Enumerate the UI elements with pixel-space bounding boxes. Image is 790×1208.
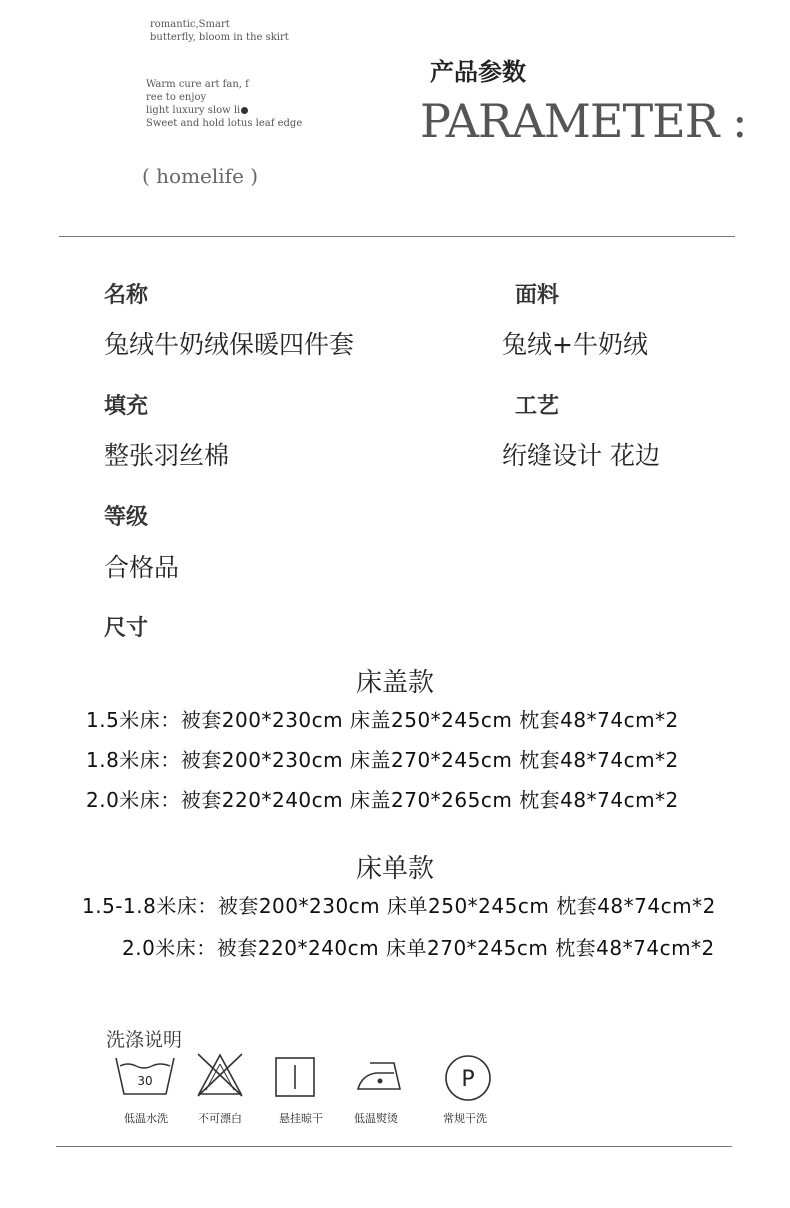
size-label: 尺寸	[104, 616, 149, 641]
tagline-line: butterfly, bloom in the skirt	[150, 32, 289, 43]
care-label: 悬挂晾干	[279, 1112, 323, 1125]
wash-30-icon	[114, 1054, 176, 1098]
bedspread-size-line: 2.0米床：被套220*240cm 床盖270*265cm 枕套48*74cm*2	[86, 788, 679, 812]
craft-value: 绗缝设计 花边	[502, 441, 660, 470]
poem-line: Warm cure art fan, f	[146, 79, 249, 90]
poem	[146, 78, 302, 130]
care-label: 低温水洗	[124, 1112, 168, 1125]
dry-clean-letter: P	[461, 1067, 475, 1092]
care-label: 低温熨烫	[354, 1112, 398, 1125]
tagline	[150, 18, 289, 44]
craft-label: 工艺	[515, 394, 560, 419]
care-label: 常规干洗	[443, 1112, 487, 1125]
bedsheet-size-line: 1.5-1.8米床：被套200*230cm 床单250*245cm 枕套48*74cm*2	[82, 894, 716, 918]
fabric-value: 兔绒+牛奶绒	[502, 330, 648, 359]
brand-name: ( homelife )	[142, 164, 259, 188]
no-bleach-icon	[196, 1052, 244, 1098]
page-title-cn: 产品参数	[430, 58, 526, 86]
bedspread-size-line: 1.5米床：被套200*230cm 床盖250*245cm 枕套48*74cm*2	[86, 708, 679, 732]
filling-label: 填充	[104, 394, 149, 419]
poem-line: ree to enjoy	[146, 92, 207, 103]
bedsheet-title: 床单款	[355, 854, 434, 884]
tagline-line: romantic,Smart	[150, 19, 230, 30]
care-title: 洗涤说明	[106, 1029, 183, 1051]
grade-label: 等级	[104, 505, 149, 530]
wash-temp-label: 30	[137, 1074, 153, 1088]
dry-clean-icon	[444, 1054, 492, 1102]
name-value: 兔绒牛奶绒保暖四件套	[104, 330, 355, 359]
hang-dry-icon	[275, 1057, 315, 1097]
filling-value: 整张羽丝棉	[104, 441, 230, 470]
dot-icon	[241, 107, 248, 114]
poem-line: light luxury slow li	[146, 104, 302, 117]
fabric-label: 面料	[515, 283, 560, 308]
low-iron-icon	[356, 1057, 404, 1093]
page-title-en: PARAMETER :	[420, 94, 747, 148]
top-divider	[59, 236, 735, 237]
bedspread-title: 床盖款	[355, 668, 434, 698]
bedsheet-size-line: 2.0米床：被套220*240cm 床单270*245cm 枕套48*74cm*2	[122, 936, 715, 960]
bedspread-size-line: 1.8米床：被套200*230cm 床盖270*245cm 枕套48*74cm*2	[86, 748, 679, 772]
name-label: 名称	[104, 283, 149, 308]
poem-line: Sweet and hold lotus leaf edge	[146, 118, 303, 129]
care-label: 不可漂白	[198, 1112, 242, 1125]
bottom-divider	[56, 1146, 732, 1147]
grade-value: 合格品	[104, 553, 180, 582]
